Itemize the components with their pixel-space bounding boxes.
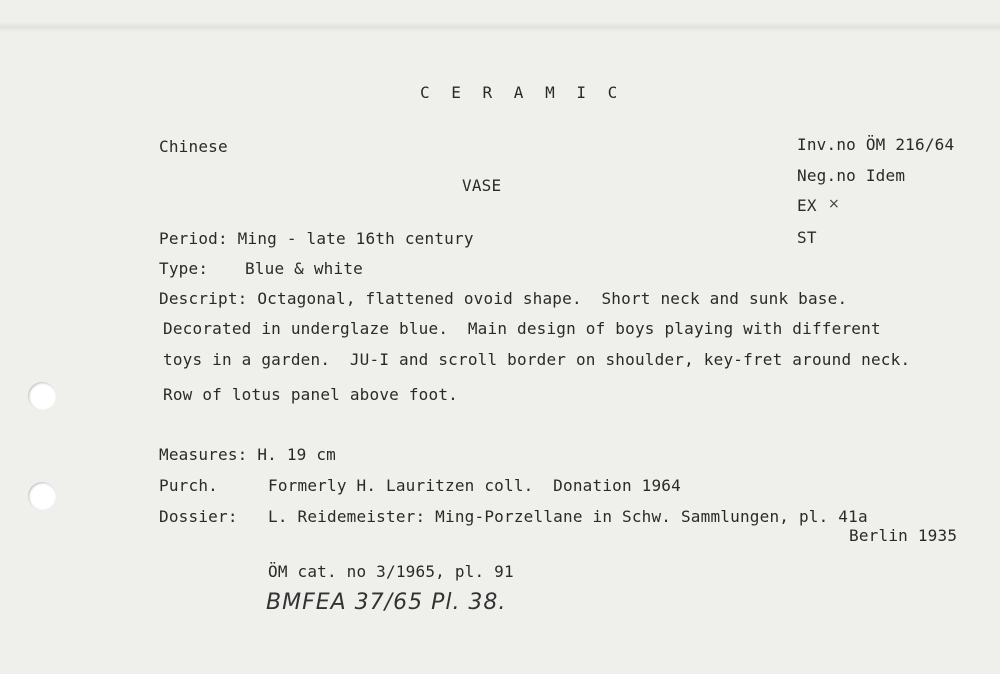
type-value: Blue & white [245, 259, 363, 278]
inventory-number: Inv.no ÖM 216/64 [797, 135, 955, 154]
description-line-3: toys in a garden. JU-I and scroll border on shoulder, key-fret around neck. [163, 350, 911, 369]
st-label: ST [797, 228, 817, 247]
description-line-2: Decorated in underglaze blue. Main design of boys playing with different [163, 319, 881, 338]
description-line-1: Descript: Octagonal, flattened ovoid shape. Short neck and sunk base. [159, 289, 848, 308]
purchase-value: Formerly H. Lauritzen coll. Donation 1964 [268, 476, 681, 495]
description-line-4: Row of lotus panel above foot. [163, 385, 458, 404]
ex-label: EX [797, 196, 817, 215]
dossier-value: L. Reidemeister: Ming-Porzellane in Schw. Sammlungen, pl. 41a [268, 507, 868, 526]
purchase-label: Purch. [159, 476, 218, 495]
measures: Measures: H. 19 cm [159, 445, 336, 464]
top-fold-shadow [0, 22, 1000, 32]
card-title: C E R A M I C [420, 83, 624, 102]
punch-hole-upper [28, 382, 56, 410]
punch-hole-lower [28, 482, 56, 510]
origin: Chinese [159, 137, 228, 156]
negative-number: Neg.no Idem [797, 166, 906, 185]
type-label: Type: [159, 259, 209, 278]
handwritten-reference: BMFEA 37/65 Pl. 38. [266, 590, 507, 615]
ex-check-mark: × [828, 196, 840, 212]
object-name: VASE [462, 176, 502, 195]
dossier-label: Dossier: [159, 507, 238, 526]
catalogue-reference: ÖM cat. no 3/1965, pl. 91 [268, 562, 514, 581]
period: Period: Ming - late 16th century [159, 229, 474, 248]
dossier-place: Berlin 1935 [849, 526, 958, 545]
